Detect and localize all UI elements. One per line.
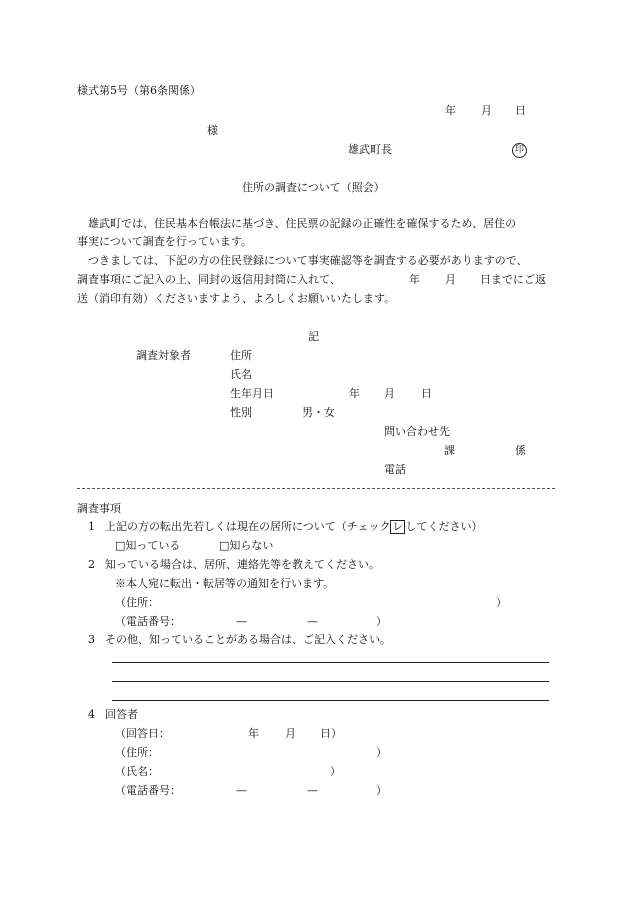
subject-birth-day: 日: [421, 387, 432, 400]
q4-day: 日）: [320, 727, 342, 740]
q3-text: その他、知っていることがある場合は、ご記入ください。: [105, 633, 391, 646]
subject-gender-label: 性別: [230, 406, 252, 419]
q2-text: 知っている場合は、居所、連絡先等を教えてください。: [105, 558, 380, 571]
q3-number: 3: [88, 633, 95, 646]
subject-address-label: 住所: [230, 349, 252, 362]
body-p1-line2: 事実について調査を行っています。: [77, 235, 252, 248]
check-mark-example: レ: [392, 520, 404, 533]
seal-mark: 印: [512, 142, 527, 158]
subject-birth-year: 年: [349, 387, 360, 400]
dashed-separator: [77, 488, 555, 489]
q1-text: 上記の方の転出先若しくは現在の居所について（チェック レ してください）: [105, 520, 483, 533]
body-p2-month: 月: [445, 273, 456, 286]
q1-option-dont-know[interactable]: □知らない: [219, 539, 274, 552]
q4-address-label: （住所：: [115, 746, 159, 759]
subject-birth-label: 生年月日: [230, 387, 274, 400]
q2-address-close: ）: [496, 596, 507, 609]
date-year-label: 年: [445, 104, 456, 117]
ki-heading: 記: [308, 330, 319, 343]
body-p2-line2a: 調査事項にご記入の上、同封の返信用封筒に入れて、: [77, 273, 341, 286]
subject-label: 調査対象者: [136, 349, 191, 362]
q2-phone-label: （電話番号：: [115, 615, 181, 628]
contact-section: 課: [444, 444, 455, 457]
document-title: 住所の調査について（照会）: [242, 181, 385, 194]
q4-phone-dash-2: —: [307, 784, 318, 797]
q4-name-label: （氏名：: [115, 765, 159, 778]
q4-phone-label: （電話番号：: [115, 784, 181, 797]
subject-name-label: 氏名: [230, 368, 252, 381]
q1-option-know[interactable]: □知っている: [115, 539, 181, 552]
q4-year: 年: [248, 727, 259, 740]
q4-text: 回答者: [105, 708, 138, 721]
q2-note: ※本人宛に転出・転居等の通知を行います。: [115, 577, 335, 590]
subject-gender-options: 男・女: [302, 406, 335, 419]
q3-answer-line-3[interactable]: [112, 700, 549, 701]
body-p1-line1: 雄武町では、住民基本台帳法に基づき、住民票の記録の正確性を確保するため、居住の: [88, 217, 517, 230]
q1-number: 1: [88, 520, 95, 533]
q2-phone-dash-1: —: [236, 615, 247, 628]
q2-phone-dash-2: —: [307, 615, 318, 628]
body-p2-line1: つきましては、下記の方の住民登録について事実確認等を調査する必要がありますので、: [88, 254, 528, 267]
body-p2-line3: 送（消印有効）くださいますよう、よろしくお願いいたします。: [77, 292, 396, 305]
q4-number: 4: [88, 708, 95, 721]
q2-number: 2: [88, 558, 95, 571]
q4-name-close: ）: [330, 765, 341, 778]
q2-address-label: （住所：: [115, 596, 159, 609]
contact-unit: 係: [515, 444, 526, 457]
contact-label: 問い合わせ先: [384, 425, 450, 438]
form-number: 様式第5号（第6条関係）: [77, 84, 201, 97]
addressee-suffix: 様: [207, 124, 218, 137]
date-day-label: 日: [515, 104, 526, 117]
q4-phone-close: ）: [376, 784, 387, 797]
survey-heading: 調査事項: [77, 502, 121, 515]
q4-address-close: ）: [376, 746, 387, 759]
q3-answer-line-2[interactable]: [112, 681, 549, 682]
contact-phone-label: 電話: [384, 463, 406, 476]
subject-birth-month: 月: [384, 387, 395, 400]
body-p2-line2b: 日までにご返: [480, 273, 546, 286]
body-p2-year: 年: [409, 273, 420, 286]
date-month-label: 月: [481, 104, 492, 117]
issuer-name: 雄武町長: [348, 143, 392, 156]
q4-month: 月: [285, 727, 296, 740]
q4-date-label: （回答日：: [115, 727, 170, 740]
q2-phone-close: ）: [376, 615, 387, 628]
q3-answer-line-1[interactable]: [112, 662, 549, 663]
q4-phone-dash-1: —: [236, 784, 247, 797]
